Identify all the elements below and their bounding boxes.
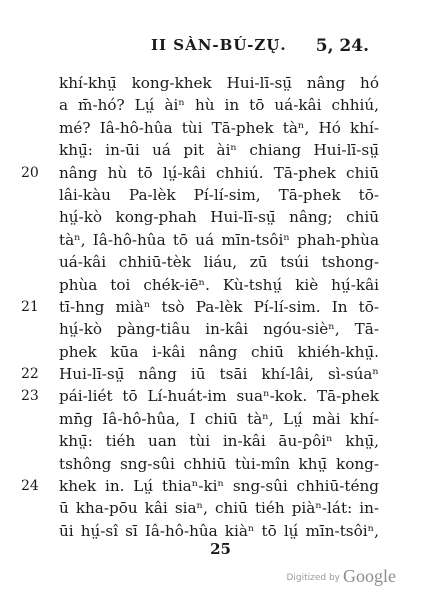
line-text: khí-khṳ̄ kong-khek Hui-lī-sṳ̄ nâng hó [59, 74, 379, 92]
text-line [21, 385, 379, 407]
text-line [59, 229, 379, 251]
text-line [59, 408, 379, 430]
page-header [0, 36, 441, 58]
line-text: mé? Iâ-hô-hûa tùi Tā-phek tàⁿ, Hó khí- [59, 118, 379, 137]
chapter-verse-reference: 5, 24. [315, 36, 369, 56]
line-text: nâng hù tō lṳ́-kâi chhiú. Tā-phek chiū [59, 163, 379, 182]
text-line [59, 72, 379, 94]
page-body-text [21, 72, 379, 542]
line-text: lâi-kàu Pa-lèk Pí-lí-sim, Tā-phek tō- [59, 185, 379, 204]
text-line [21, 475, 379, 497]
running-title: II SÀN-BÚ-ZŲ́. [151, 36, 287, 54]
line-text: pái-liét tō Lí-huát-im suaⁿ-kok. Tā-phek [59, 387, 379, 406]
line-text: tshông sng-sûi chhiū tùi-mîn khṳ̄ kong- [59, 454, 379, 473]
text-line [59, 453, 379, 475]
text-line [59, 430, 379, 452]
line-text: Hui-lī-sṳ̄ nâng iū tsāi khí-lâi, sì-súaⁿ [59, 365, 379, 384]
verse-number: 20 [21, 164, 39, 181]
text-line [59, 318, 379, 340]
line-text: mn̄g Iâ-hô-hûa, I chiū tàⁿ, Lṳ́ mài khí- [59, 409, 379, 428]
line-text: ū kha-pōu kâi siaⁿ, chiū tiéh piàⁿ-lát: in- [59, 499, 379, 518]
text-line [21, 296, 379, 318]
verse-number: 22 [21, 366, 39, 383]
line-text: khṳ̄: tiéh uan tùi in-kâi āu-pôiⁿ khṳ̄, [59, 432, 379, 451]
line-text: a m̄-hó? Lṳ́ àiⁿ hù in tō uá-kâi chhiú, [59, 96, 379, 115]
line-text: phek kūa i-kâi nâng chiū khiéh-khṳ̄. [59, 342, 379, 361]
text-line [59, 139, 379, 161]
text-line [21, 162, 379, 184]
watermark-prefix: Digitized by [286, 573, 340, 583]
text-line [59, 117, 379, 139]
text-line [59, 251, 379, 273]
line-text: khṳ̄: in-ūi uá pit àiⁿ chiang Hui-lī-sṳ̄ [59, 141, 379, 160]
verse-number: 23 [21, 388, 39, 405]
line-text: ūi hṳ́-sî sī Iâ-hô-hûa kiàⁿ tō lṳ́ mīn-tsôiⁿ, [59, 521, 379, 540]
digitization-watermark [286, 566, 396, 587]
text-line [59, 497, 379, 519]
text-line [21, 363, 379, 385]
page-number: 25 [210, 540, 231, 558]
text-line [59, 184, 379, 206]
text-line [59, 274, 379, 296]
text-line [59, 341, 379, 363]
text-line [59, 94, 379, 116]
line-text: hṳ́-kò pàng-tiâu in-kâi ngóu-sièⁿ, Tā- [59, 320, 379, 339]
line-text: tī-hng miàⁿ tsò Pa-lèk Pí-lí-sim. In tō- [59, 297, 379, 316]
line-text: khek in. Lṳ́ thiaⁿ-kiⁿ sng-sûi chhiū-téng [59, 477, 379, 496]
verse-number: 24 [21, 478, 39, 495]
verse-number: 21 [21, 298, 39, 315]
watermark-brand: Google [343, 566, 396, 586]
text-line [59, 206, 379, 228]
line-text: hṳ́-kò kong-phah Hui-lī-sṳ̄ nâng; chiū [59, 208, 379, 227]
line-text: uá-kâi chhiū-tèk liáu, zū tsúi tshong- [59, 253, 379, 272]
line-text: tàⁿ, Iâ-hô-hûa tō uá mīn-tsôiⁿ phah-phùa [59, 230, 379, 249]
line-text: phùa toi chék-iēⁿ. Kù-tshṳ́ kiè hṳ́-kâi [59, 275, 379, 294]
text-line [59, 520, 379, 542]
